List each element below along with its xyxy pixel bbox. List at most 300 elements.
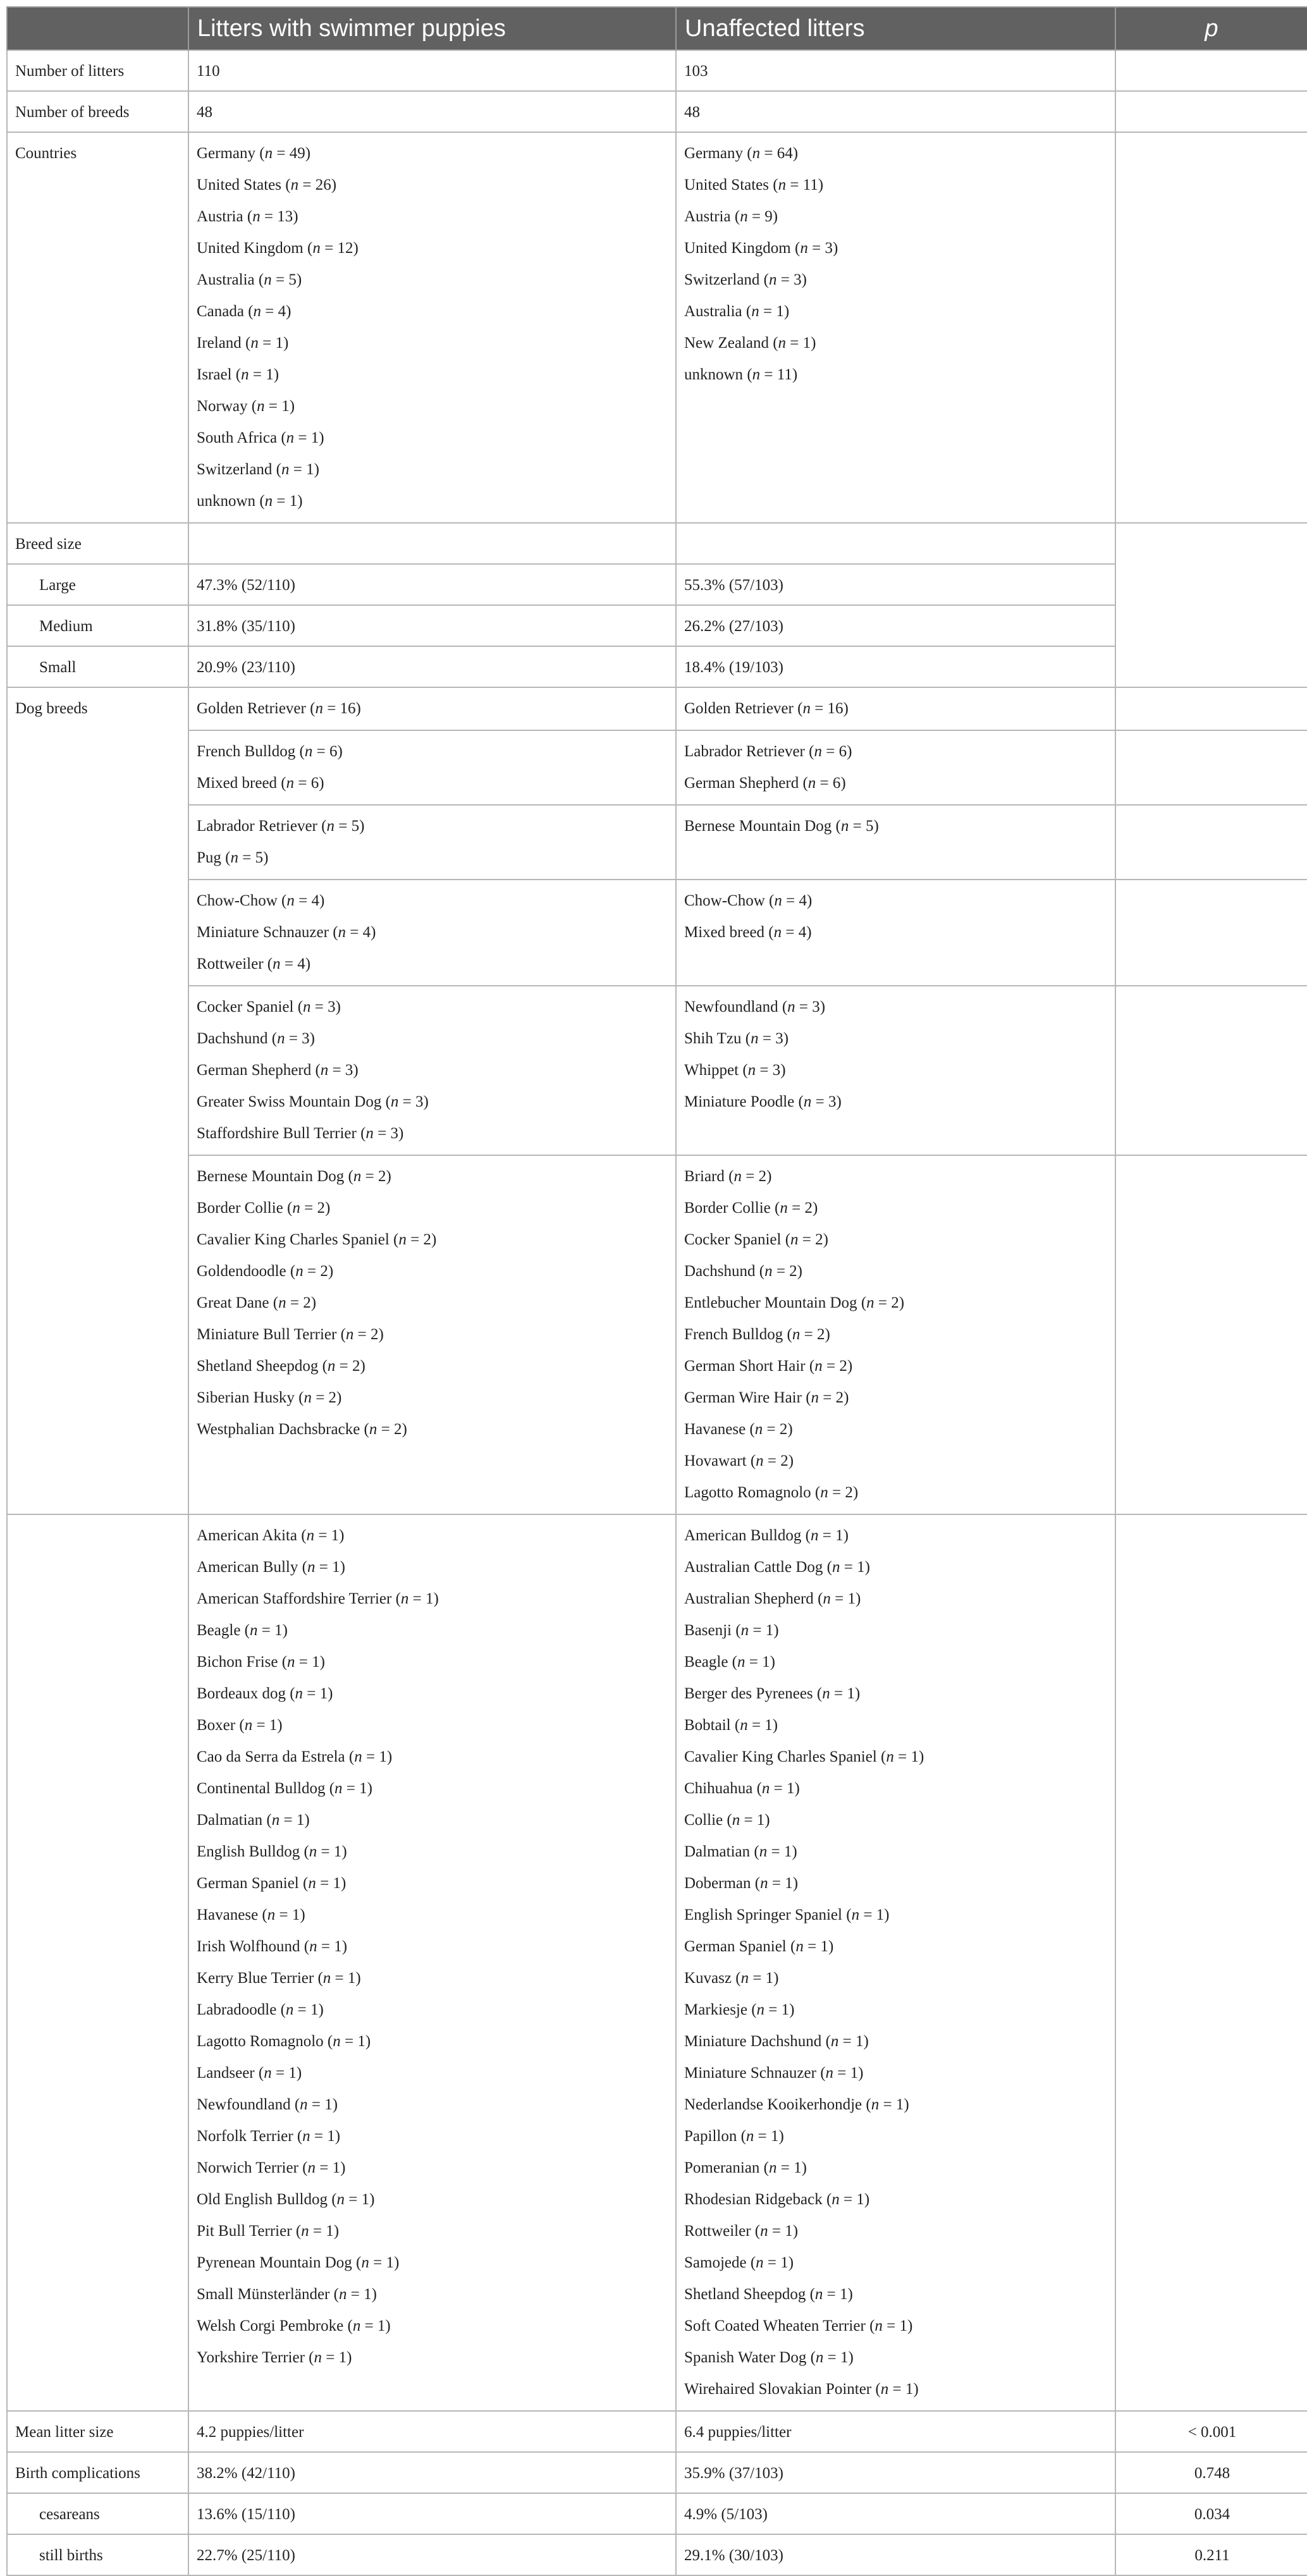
item-count: 4 xyxy=(311,892,319,909)
item-name: Cao da Serra da Estrela xyxy=(197,1748,345,1765)
list-item: Bichon Frise (n = 1) xyxy=(197,1653,325,1671)
item-name: Miniature Schnauzer xyxy=(197,924,329,941)
list-item: South Africa (n = 1) xyxy=(197,429,324,446)
item-count: 1 xyxy=(377,2317,386,2334)
item-count: 1 xyxy=(386,2254,394,2271)
item-count: 2 xyxy=(393,1421,402,1438)
row-label: Birth complications xyxy=(7,2452,188,2493)
item-name: United Kingdom xyxy=(197,240,304,257)
list-item: Nederlandse Kooikerhondje (n = 1) xyxy=(684,2096,909,2113)
item-count: 1 xyxy=(787,1780,795,1797)
list-item: Chow-Chow (n = 4) xyxy=(684,892,813,909)
item-name: Newfoundland xyxy=(197,2096,291,2113)
list-item: Basenji (n = 1) xyxy=(684,1622,779,1639)
cell-unaffected: 4.9% (5/103) xyxy=(676,2493,1115,2534)
list-item: Lagotto Romagnolo (n = 1) xyxy=(197,2033,371,2050)
item-name: American Staffordshire Terrier xyxy=(197,1590,392,1607)
cell-unaffected-breeds xyxy=(676,880,1115,986)
cell-unaffected-breeds xyxy=(676,805,1115,880)
cell-swimmer: 13.6% (15/110) xyxy=(188,2493,676,2534)
list-item: American Bulldog (n = 1) xyxy=(684,1527,849,1544)
cell-swimmer: 22.7% (25/110) xyxy=(188,2534,676,2575)
item-name: Lagotto Romagnolo xyxy=(197,2033,324,2050)
item-name: Border Collie xyxy=(197,1199,283,1217)
item-count: 5 xyxy=(288,271,297,288)
list-item: Border Collie (n = 2) xyxy=(197,1199,331,1217)
list-item: Rottweiler (n = 1) xyxy=(684,2223,799,2240)
item-name: Irish Wolfhound xyxy=(197,1938,300,1955)
list-item: Newfoundland (n = 1) xyxy=(197,2096,338,2113)
list-item: American Bully (n = 1) xyxy=(197,1559,345,1576)
row-mean-litter-size xyxy=(7,2411,1307,2452)
cell-unaffected-breeds xyxy=(676,1514,1115,2411)
row-breeds-2 xyxy=(7,1155,1307,1514)
item-count: 1 xyxy=(895,2096,904,2113)
item-name: Hovawart xyxy=(684,1452,747,1469)
item-name: Pyrenean Mountain Dog xyxy=(197,2254,352,2271)
item-name: Greater Swiss Mountain Dog xyxy=(197,1093,382,1110)
cell-unaffected: 6.4 puppies/litter xyxy=(676,2411,1115,2452)
item-name: Cavalier King Charles Spaniel xyxy=(197,1231,390,1248)
list-item: Golden Retriever (n = 16) xyxy=(197,700,361,717)
list-item: English Bulldog (n = 1) xyxy=(197,1843,347,1860)
cell-p-value xyxy=(1115,91,1307,132)
item-name: Kerry Blue Terrier xyxy=(197,1970,314,1987)
row-breeds-1 xyxy=(7,1514,1307,2411)
item-name: Pit Bull Terrier xyxy=(197,2223,292,2240)
item-count: 9 xyxy=(764,208,773,225)
item-count: 11 xyxy=(802,176,818,193)
list-item: United States (n = 26) xyxy=(197,176,337,193)
item-name: Canada xyxy=(197,303,244,320)
row-breeds-16 xyxy=(7,687,1307,730)
item-count: 2 xyxy=(804,1199,813,1217)
list-item: United Kingdom (n = 3) xyxy=(684,240,838,257)
cell-swimmer-breeds xyxy=(188,805,676,880)
item-name: Bernese Mountain Dog xyxy=(197,1168,345,1185)
list-item: Whippet (n = 3) xyxy=(684,1062,786,1079)
list-item: Cocker Spaniel (n = 3) xyxy=(197,998,341,1015)
list-item: Soft Coated Wheaten Terrier (n = 1) xyxy=(684,2317,913,2334)
row-size-large xyxy=(7,564,1307,605)
row-label: cesareans xyxy=(7,2493,188,2534)
list-item: Boxer (n = 1) xyxy=(197,1717,283,1734)
cell-p-value: < 0.001 xyxy=(1115,2411,1307,2452)
item-name: Miniature Poodle xyxy=(684,1093,795,1110)
item-name: Labrador Retriever xyxy=(197,818,317,835)
list-item: Bobtail (n = 1) xyxy=(684,1717,778,1734)
item-count: 3 xyxy=(772,1062,781,1079)
item-count: 1 xyxy=(333,1843,342,1860)
list-item: Wirehaired Slovakian Pointer (n = 1) xyxy=(684,2381,919,2398)
item-name: Miniature Dachshund xyxy=(684,2033,822,2050)
row-breeds-4 xyxy=(7,880,1307,986)
item-count: 2 xyxy=(839,1358,847,1375)
list-item: Greater Swiss Mountain Dog (n = 3) xyxy=(197,1093,429,1110)
item-count: 3 xyxy=(390,1125,399,1142)
item-count: 1 xyxy=(785,2223,793,2240)
item-count: 12 xyxy=(337,240,353,257)
cell-swimmer: 48 xyxy=(188,91,676,132)
list-item: Miniature Dachshund (n = 1) xyxy=(684,2033,869,2050)
list-item: Dalmatian (n = 1) xyxy=(197,1812,310,1829)
item-count: 3 xyxy=(794,271,802,288)
item-name: Whippet xyxy=(684,1062,739,1079)
item-name: Labradoodle xyxy=(197,2001,277,2018)
item-count: 3 xyxy=(328,998,336,1015)
item-count: 2 xyxy=(371,1326,379,1343)
list-item: Mixed breed (n = 4) xyxy=(684,924,812,941)
list-item: Australia (n = 1) xyxy=(684,303,790,320)
item-count: 2 xyxy=(891,1294,899,1311)
item-name: Dalmatian xyxy=(684,1843,751,1860)
item-name: Rhodesian Ridgeback xyxy=(684,2191,823,2208)
list-item: Pyrenean Mountain Dog (n = 1) xyxy=(197,2254,400,2271)
item-count: 6 xyxy=(310,775,319,792)
item-count: 1 xyxy=(379,1748,387,1765)
item-name: Shetland Sheepdog xyxy=(684,2286,806,2303)
list-item: Goldendoodle (n = 2) xyxy=(197,1263,334,1280)
list-item: Continental Bulldog (n = 1) xyxy=(197,1780,372,1797)
item-name: United Kingdom xyxy=(684,240,791,257)
cell-swimmer-breeds xyxy=(188,687,676,730)
item-name: German Spaniel xyxy=(197,1875,299,1892)
row-breeds-6 xyxy=(7,730,1307,805)
item-count: 5 xyxy=(351,818,360,835)
list-item: Hovawart (n = 2) xyxy=(684,1452,794,1469)
cell-swimmer: 38.2% (42/110) xyxy=(188,2452,676,2493)
item-name: Spanish Water Dog xyxy=(684,2349,807,2366)
item-name: Golden Retriever xyxy=(197,700,306,717)
item-count: 1 xyxy=(347,1970,356,1987)
header-swimmer-litters: Litters with swimmer puppies xyxy=(188,7,676,50)
item-count: 1 xyxy=(764,1717,773,1734)
list-item: Beagle (n = 1) xyxy=(684,1653,775,1671)
list-item: Pomeranian (n = 1) xyxy=(684,2159,807,2176)
item-name: English Springer Spaniel xyxy=(684,1906,842,1923)
item-count: 1 xyxy=(326,2223,334,2240)
item-count: 5 xyxy=(255,849,264,866)
item-count: 1 xyxy=(762,1653,770,1671)
cell-p-value xyxy=(1115,880,1307,986)
item-name: Kuvasz xyxy=(684,1970,732,1987)
list-item: Mixed breed (n = 6) xyxy=(197,775,324,792)
item-count: 2 xyxy=(779,1421,788,1438)
list-item: Welsh Corgi Pembroke (n = 1) xyxy=(197,2317,391,2334)
row-countries xyxy=(7,132,1307,523)
item-name: United States xyxy=(684,176,770,193)
row-breed-size xyxy=(7,523,1307,564)
list-item: American Staffordshire Terrier (n = 1) xyxy=(197,1590,439,1607)
item-name: German Shepherd xyxy=(197,1062,312,1079)
cell-swimmer-breeds xyxy=(188,1514,676,2411)
list-item: Golden Retriever (n = 16) xyxy=(684,700,849,717)
cell-swimmer-breeds xyxy=(188,1155,676,1514)
row-label xyxy=(7,1514,188,2411)
cell-swimmer: 20.9% (23/110) xyxy=(188,646,676,687)
list-item: Ireland (n = 1) xyxy=(197,334,289,352)
item-count: 1 xyxy=(835,1527,844,1544)
row-label: Small xyxy=(7,646,188,687)
item-count: 1 xyxy=(289,493,298,510)
item-count: 1 xyxy=(905,2381,914,2398)
litter-comparison-table xyxy=(6,6,1307,2576)
item-name: Cavalier King Charles Spaniel xyxy=(684,1748,877,1765)
item-count: 3 xyxy=(812,998,820,1015)
item-count: 1 xyxy=(847,1685,855,1702)
item-count: 3 xyxy=(415,1093,424,1110)
item-count: 2 xyxy=(377,1168,386,1185)
item-count: 2 xyxy=(780,1452,788,1469)
list-item: Beagle (n = 1) xyxy=(197,1622,288,1639)
item-count: 1 xyxy=(269,1717,278,1734)
item-name: Markiesje xyxy=(684,2001,747,2018)
item-name: Bordeaux dog xyxy=(197,1685,286,1702)
list-item: Labrador Retriever (n = 6) xyxy=(684,743,852,760)
row-label: still births xyxy=(7,2534,188,2575)
item-name: American Akita xyxy=(197,1527,297,1544)
item-count: 6 xyxy=(832,775,841,792)
item-name: Papillon xyxy=(684,2128,737,2145)
list-item: Cocker Spaniel (n = 2) xyxy=(684,1231,828,1248)
item-name: Mixed breed xyxy=(197,775,278,792)
row-birth-complications xyxy=(7,2452,1307,2493)
item-name: United States xyxy=(197,176,282,193)
item-count: 1 xyxy=(359,1780,367,1797)
cell-p-value: 0.034 xyxy=(1115,2493,1307,2534)
list-item: Kerry Blue Terrier (n = 1) xyxy=(197,1970,361,1987)
item-name: Briard xyxy=(684,1168,725,1185)
list-item: Norwich Terrier (n = 1) xyxy=(197,2159,346,2176)
item-count: 1 xyxy=(312,1653,320,1671)
item-name: French Bulldog xyxy=(684,1326,783,1343)
item-name: Dalmatian xyxy=(197,1812,263,1829)
item-name: Pomeranian xyxy=(684,2159,760,2176)
item-count: 1 xyxy=(426,1590,434,1607)
item-count: 1 xyxy=(274,1622,283,1639)
item-name: Basenji xyxy=(684,1622,732,1639)
list-item: Chow-Chow (n = 4) xyxy=(197,892,325,909)
item-count: 2 xyxy=(815,1231,823,1248)
item-name: Newfoundland xyxy=(684,998,778,1015)
item-name: Havanese xyxy=(684,1421,746,1438)
item-name: Norfolk Terrier xyxy=(197,2128,293,2145)
item-name: Israel xyxy=(197,366,232,383)
list-item: Border Collie (n = 2) xyxy=(684,1199,818,1217)
header-p-value: p xyxy=(1115,7,1307,50)
item-count: 1 xyxy=(327,2128,335,2145)
item-count: 1 xyxy=(364,2286,372,2303)
item-name: German Short Hair xyxy=(684,1358,806,1375)
cell-swimmer: 4.2 puppies/litter xyxy=(188,2411,676,2452)
item-count: 2 xyxy=(352,1358,360,1375)
row-label: Medium xyxy=(7,605,188,646)
row-label: Mean litter size xyxy=(7,2411,188,2452)
item-name: Shih Tzu xyxy=(684,1030,742,1047)
item-name: Golden Retriever xyxy=(684,700,794,717)
item-name: Westphalian Dachsbracke xyxy=(197,1421,360,1438)
cell-swimmer-breeds xyxy=(188,880,676,986)
item-name: Pug xyxy=(197,849,221,866)
item-name: Entlebucher Mountain Dog xyxy=(684,1294,857,1311)
item-count: 26 xyxy=(315,176,331,193)
cell-unaffected-countries xyxy=(676,132,1115,523)
list-item: Chihuahua (n = 1) xyxy=(684,1780,800,1797)
item-count: 1 xyxy=(783,1843,792,1860)
comparison-table-container xyxy=(6,6,1307,2576)
item-count: 3 xyxy=(302,1030,310,1047)
cell-unaffected: 55.3% (57/103) xyxy=(676,564,1115,605)
cell-p-value-breed-size xyxy=(1115,523,1307,687)
item-count: 1 xyxy=(291,1906,300,1923)
cell-p-value xyxy=(1115,986,1307,1155)
item-name: Continental Bulldog xyxy=(197,1780,326,1797)
item-count: 1 xyxy=(765,1970,774,1987)
item-count: 1 xyxy=(780,2254,788,2271)
list-item: German Spaniel (n = 1) xyxy=(684,1938,834,1955)
item-name: Yorkshire Terrier xyxy=(197,2349,305,2366)
item-count: 1 xyxy=(765,1622,774,1639)
list-item: Pug (n = 5) xyxy=(197,849,269,866)
item-name: New Zealand xyxy=(684,334,769,352)
list-item: Labrador Retriever (n = 5) xyxy=(197,818,365,835)
item-name: Switzerland xyxy=(197,461,273,478)
item-count: 1 xyxy=(324,2096,333,2113)
list-item: Pit Bull Terrier (n = 1) xyxy=(197,2223,340,2240)
list-item: Cao da Serra da Estrela (n = 1) xyxy=(197,1748,393,1765)
list-item: Doberman (n = 1) xyxy=(684,1875,799,1892)
item-count: 4 xyxy=(362,924,371,941)
countries-label: Countries xyxy=(15,145,77,162)
item-name: Norwich Terrier xyxy=(197,2159,298,2176)
list-item: Rottweiler (n = 4) xyxy=(197,955,311,972)
item-name: Great Dane xyxy=(197,1294,269,1311)
list-item: Westphalian Dachsbracke (n = 2) xyxy=(197,1421,407,1438)
item-count: 2 xyxy=(835,1389,844,1406)
item-count: 1 xyxy=(756,1812,765,1829)
row-number-of-litters xyxy=(7,50,1307,91)
item-count: 1 xyxy=(334,1938,342,1955)
item-name: Chihuahua xyxy=(684,1780,753,1797)
item-count: 4 xyxy=(278,303,286,320)
item-name: Lagotto Romagnolo xyxy=(684,1484,811,1501)
item-count: 16 xyxy=(827,700,844,717)
list-item: German Spaniel (n = 1) xyxy=(197,1875,347,1892)
list-item: Rhodesian Ridgeback (n = 1) xyxy=(684,2191,870,2208)
item-name: Soft Coated Wheaten Terrier xyxy=(684,2317,866,2334)
item-count: 13 xyxy=(277,208,293,225)
item-count: 3 xyxy=(828,1093,837,1110)
item-name: unknown xyxy=(197,493,256,510)
row-size-small xyxy=(7,646,1307,687)
cell-unaffected: 18.4% (19/103) xyxy=(676,646,1115,687)
list-item: English Springer Spaniel (n = 1) xyxy=(684,1906,890,1923)
item-count: 16 xyxy=(340,700,356,717)
list-item: Cavalier King Charles Spaniel (n = 1) xyxy=(684,1748,924,1765)
item-count: 1 xyxy=(785,1875,793,1892)
list-item: Australian Cattle Dog (n = 1) xyxy=(684,1559,870,1576)
item-count: 1 xyxy=(857,1559,865,1576)
item-name: Doberman xyxy=(684,1875,751,1892)
item-name: Small Münsterländer xyxy=(197,2286,330,2303)
item-name: Chow-Chow xyxy=(684,892,765,909)
item-name: Goldendoodle xyxy=(197,1263,286,1280)
list-item: Collie (n = 1) xyxy=(684,1812,770,1829)
cell-swimmer: 31.8% (35/110) xyxy=(188,605,676,646)
item-count: 2 xyxy=(816,1326,825,1343)
list-item: Miniature Schnauzer (n = 1) xyxy=(684,2064,864,2082)
item-name: Welsh Corgi Pembroke xyxy=(197,2317,344,2334)
cell-p-value xyxy=(1115,805,1307,880)
item-name: Norway xyxy=(197,398,248,415)
list-item: Dalmatian (n = 1) xyxy=(684,1843,797,1860)
item-count: 1 xyxy=(306,461,314,478)
cell-unaffected-breeds xyxy=(676,730,1115,805)
row-label xyxy=(7,132,188,523)
row-label: Large xyxy=(7,564,188,605)
list-item: Bernese Mountain Dog (n = 5) xyxy=(684,818,879,835)
list-item: Austria (n = 13) xyxy=(197,208,298,225)
item-name: Germany xyxy=(197,145,256,162)
list-item: Austria (n = 9) xyxy=(684,208,778,225)
row-label: Breed size xyxy=(7,523,188,564)
item-name: Australia xyxy=(197,271,255,288)
item-count: 1 xyxy=(357,2033,365,2050)
list-item: Old English Bulldog (n = 1) xyxy=(197,2191,375,2208)
item-name: Collie xyxy=(684,1812,723,1829)
item-name: Cocker Spaniel xyxy=(197,998,294,1015)
cell-swimmer: 110 xyxy=(188,50,676,91)
list-item: Norfolk Terrier (n = 1) xyxy=(197,2128,341,2145)
item-name: Siberian Husky xyxy=(197,1389,295,1406)
cell-unaffected: 26.2% (27/103) xyxy=(676,605,1115,646)
item-name: Samojede xyxy=(684,2254,747,2271)
list-item: Switzerland (n = 1) xyxy=(197,461,319,478)
list-item: French Bulldog (n = 6) xyxy=(197,743,343,760)
item-name: Switzerland xyxy=(684,271,760,288)
list-item: German Shepherd (n = 3) xyxy=(197,1062,359,1079)
list-item: Bordeaux dog (n = 1) xyxy=(197,1685,333,1702)
row-size-medium xyxy=(7,605,1307,646)
list-item: Miniature Schnauzer (n = 4) xyxy=(197,924,376,941)
row-label: Number of breeds xyxy=(7,91,188,132)
item-name: German Shepherd xyxy=(684,775,799,792)
row-breeds-5 xyxy=(7,805,1307,880)
item-count: 2 xyxy=(328,1389,337,1406)
list-item: Miniature Bull Terrier (n = 2) xyxy=(197,1326,384,1343)
item-name: French Bulldog xyxy=(197,743,296,760)
item-count: 2 xyxy=(789,1263,797,1280)
cell-p-value: 0.211 xyxy=(1115,2534,1307,2575)
item-count: 1 xyxy=(840,2349,849,2366)
list-item: Dachshund (n = 3) xyxy=(197,1030,315,1047)
item-name: Landseer xyxy=(197,2064,255,2082)
list-item: Spanish Water Dog (n = 1) xyxy=(684,2349,854,2366)
item-count: 1 xyxy=(296,1812,305,1829)
item-name: Labrador Retriever xyxy=(684,743,805,760)
item-name: Australian Shepherd xyxy=(684,1590,814,1607)
item-count: 1 xyxy=(771,2128,779,2145)
item-name: American Bulldog xyxy=(684,1527,802,1544)
item-count: 1 xyxy=(911,1748,919,1765)
item-name: Rottweiler xyxy=(684,2223,751,2240)
cell-swimmer-countries xyxy=(188,132,676,523)
list-item: Australia (n = 5) xyxy=(197,271,302,288)
header-unaffected-litters: Unaffected litters xyxy=(676,7,1115,50)
item-count: 1 xyxy=(310,2001,319,2018)
item-count: 3 xyxy=(825,240,833,257)
row-number-of-breeds xyxy=(7,91,1307,132)
